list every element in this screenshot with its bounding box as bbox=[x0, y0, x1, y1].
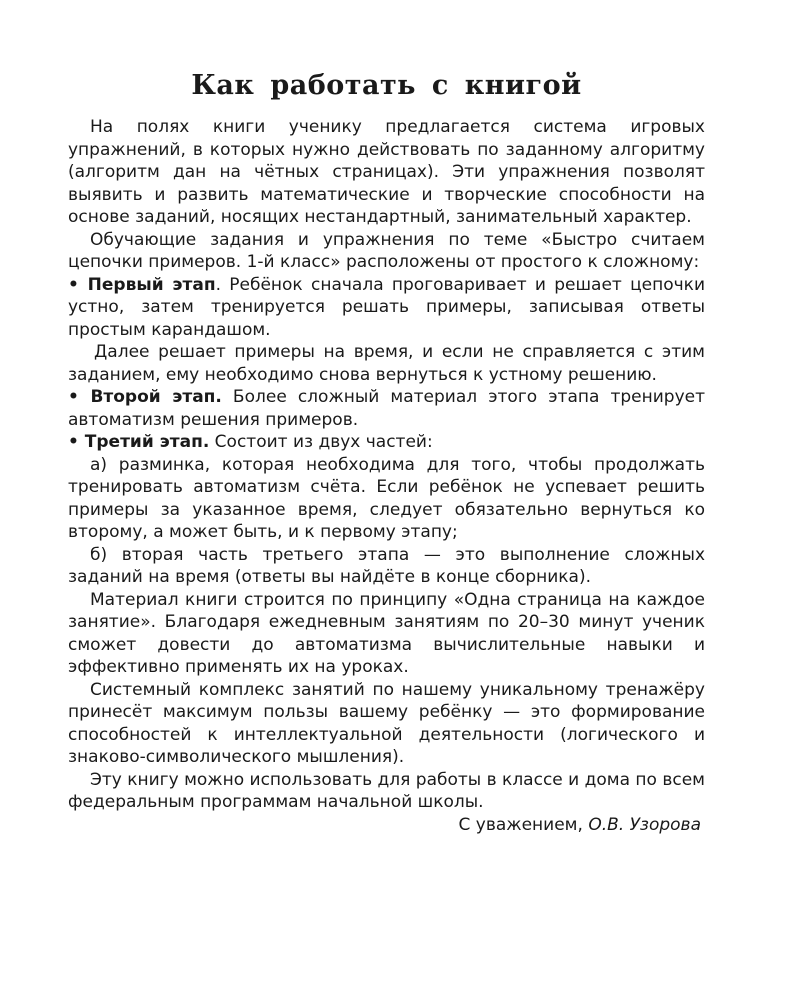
signature-prefix: С уважением, bbox=[458, 814, 589, 835]
signature bbox=[68, 814, 705, 837]
stage-second-text: Более сложный материал этого этапа тренирует автоматизм решения примеров. bbox=[68, 387, 705, 430]
stage-third-part-a: а) разминка, которая необходима для того, чтобы продолжать тренировать автоматизм счёта. Если ребёнок не успевает решить примеры за указанное время, следует обязательно вернуться ко второму, а может быть, и к первому этапу; bbox=[68, 454, 705, 542]
paragraph-usage: Эту книгу можно использовать для работы в классе и дома по всем федеральным программам начальной школы. bbox=[68, 769, 705, 812]
stage-second-label: • Второй этап. bbox=[68, 387, 222, 407]
paragraph-system: Системный комплекс занятий по нашему уникальному тренажёру принесёт максимум пользы вашему ребёнку — это формирование способностей к интеллектуальной деятельности (логического и знаково-символического мышления). bbox=[68, 679, 705, 767]
stage-third bbox=[68, 431, 705, 454]
stage-third-part-b: б) вторая часть третьего этапа — это выполнение сложных заданий на время (ответы вы найдёте в конце сборника). bbox=[68, 544, 705, 587]
stage-second bbox=[68, 386, 705, 431]
stage-first bbox=[68, 274, 705, 342]
paragraph-principle: Материал книги строится по принципу «Одна страница на каждое занятие». Благодаря ежедневным занятиям по 20–30 минут ученик сможет довести до автоматизма вычислительные навыки и эффективно применять их на уроках. bbox=[68, 589, 705, 677]
paragraph-timed: Далее решает примеры на время, и если не справляется с этим заданием, ему необходимо снова вернуться к устному решению. bbox=[68, 342, 705, 385]
paragraph-intro: На полях книги ученику предлагается система игровых упражнений, в которых нужно действовать по заданному алгоритму (алгоритм дан на чётных страницах). Эти упражнения позволят выявить и развить математические и творческие способности на основе заданий, носящих нестандартный, занимательный характер. bbox=[68, 117, 705, 227]
body-text bbox=[68, 116, 705, 836]
paragraph-tasks: Обучающие задания и упражнения по теме «Быстро считаем цепочки примеров. 1-й класс» расположены от простого к сложному: bbox=[68, 229, 705, 272]
signature-name: О.В. Узорова bbox=[588, 814, 701, 835]
stage-first-label: • Первый этап bbox=[68, 274, 216, 295]
stage-third-label: • Третий этап. bbox=[68, 432, 210, 452]
page bbox=[68, 0, 705, 836]
stage-first-text: . Ребёнок сначала проговаривает и решает цепочки устно, затем тренируется решать примеры, записывая ответы простым карандашом. bbox=[68, 274, 705, 340]
page-title: Как работать с книгой bbox=[191, 70, 582, 101]
stage-third-text: Состоит из двух частей: bbox=[209, 432, 433, 452]
